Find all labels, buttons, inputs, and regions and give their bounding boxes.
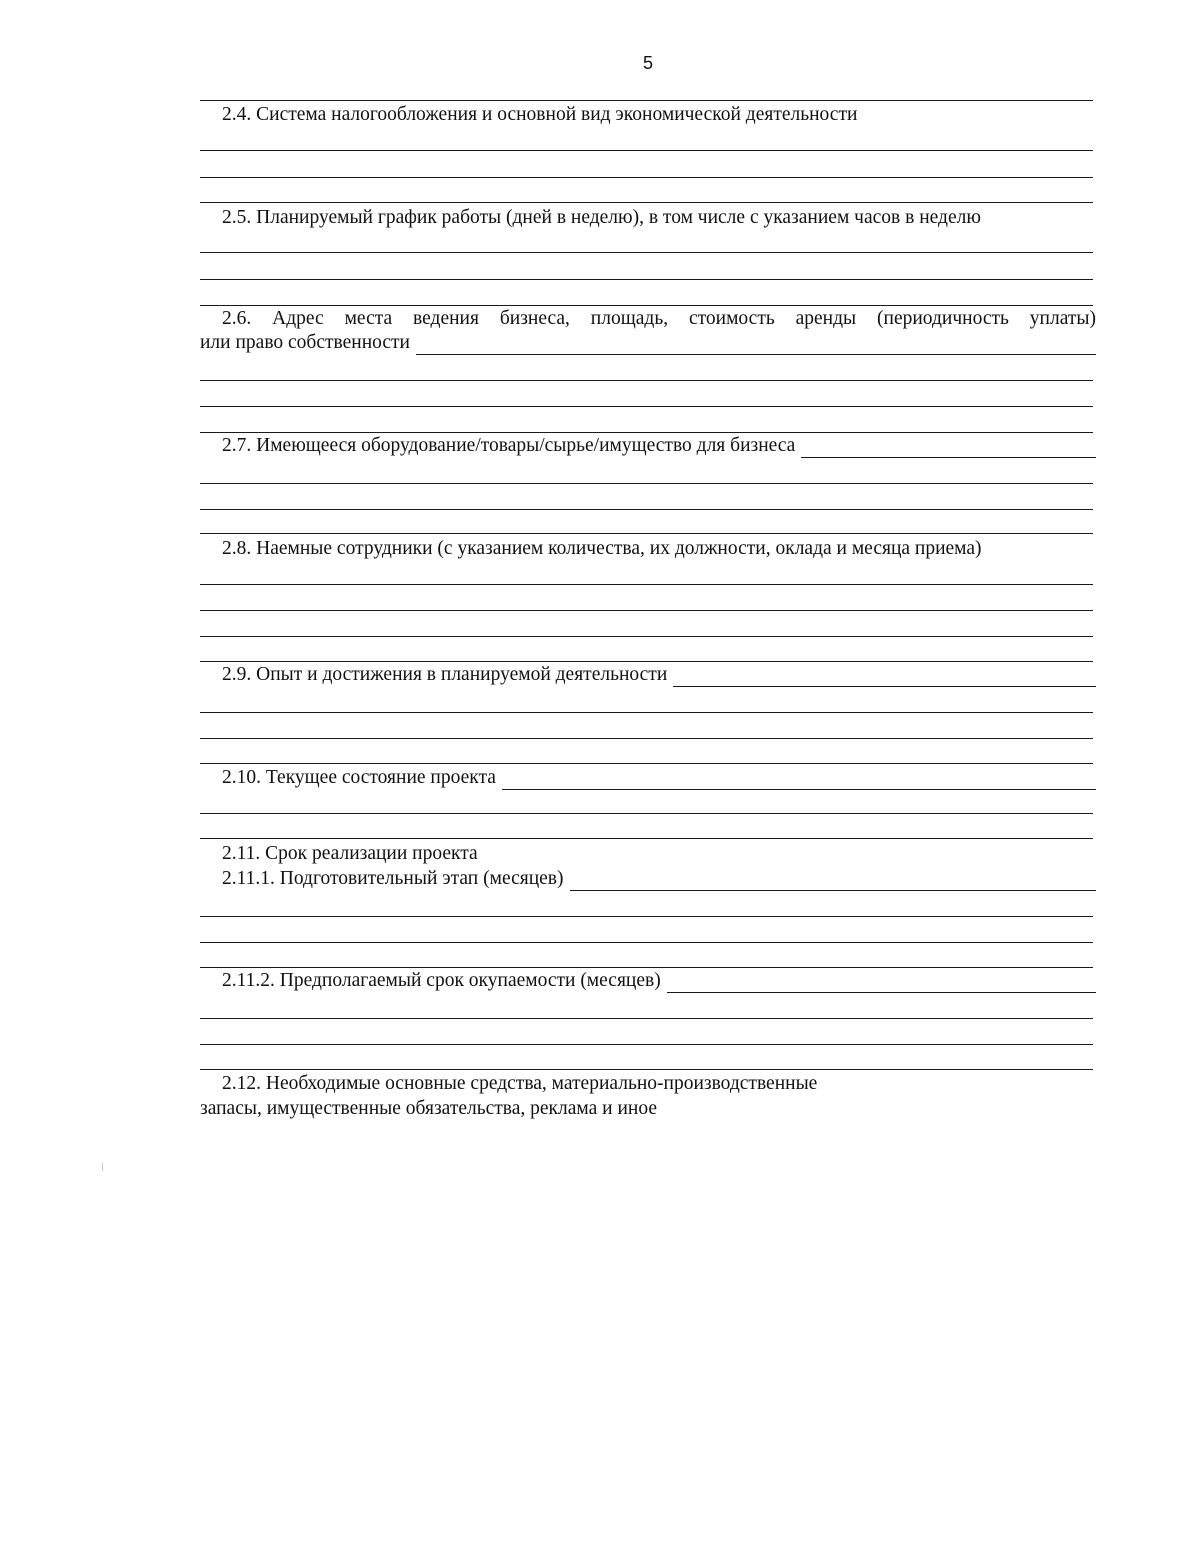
section-2-9-row <box>200 663 1096 687</box>
answer-line[interactable] <box>200 1044 1093 1045</box>
answer-line[interactable] <box>502 771 1096 790</box>
answer-line[interactable] <box>667 974 1096 993</box>
answer-line[interactable] <box>200 150 1093 151</box>
answer-line[interactable] <box>200 813 1093 814</box>
answer-line[interactable] <box>200 1018 1093 1019</box>
section-2-6-continuation <box>200 331 1096 355</box>
section-2-11-2-row <box>200 969 1096 993</box>
rule-line <box>200 533 1093 534</box>
scan-mark <box>102 1163 103 1171</box>
section-2-6-heading: 2.6. Адрес места ведения бизнеса, площадь, стоимость аренды (периодичность уплаты) <box>222 308 1096 329</box>
rule-line <box>200 967 1093 968</box>
answer-line[interactable] <box>801 439 1096 458</box>
section-2-8-heading: 2.8. Наемные сотрудники (с указанием количества, их должности, оклада и месяца приема) <box>222 538 982 559</box>
answer-line[interactable] <box>200 177 1093 178</box>
section-2-5-heading: 2.5. Планируемый график работы (дней в неделю), в том числе с указанием часов в неделю <box>222 207 981 228</box>
rule-line <box>200 661 1093 662</box>
rule-line <box>200 1069 1093 1070</box>
answer-line[interactable] <box>570 872 1096 891</box>
answer-line[interactable] <box>673 668 1096 687</box>
answer-line[interactable] <box>200 483 1093 484</box>
answer-line[interactable] <box>200 636 1093 637</box>
answer-line[interactable] <box>200 380 1093 381</box>
section-2-4-heading: 2.4. Система налогообложения и основной вид экономической деятельности <box>222 104 858 125</box>
rule-line <box>200 432 1093 433</box>
rule-line <box>200 763 1093 764</box>
section-2-7-row <box>200 434 1096 458</box>
section-2-11-1-heading: 2.11.1. Подготовительный этап (месяцев) <box>222 868 564 889</box>
answer-line[interactable] <box>200 738 1093 739</box>
rule-line <box>200 305 1093 306</box>
section-2-11-1-row <box>200 867 1096 891</box>
answer-line[interactable] <box>200 610 1093 611</box>
answer-line[interactable] <box>200 252 1093 253</box>
page-number: 5 <box>642 53 653 73</box>
section-2-12-heading: 2.12. Необходимые основные средства, материально-производственные <box>222 1073 818 1094</box>
section-2-10-heading: 2.10. Текущее состояние проекта <box>222 767 496 788</box>
answer-line[interactable] <box>200 406 1093 407</box>
section-2-6-label: или право собственности <box>200 332 410 353</box>
answer-line[interactable] <box>200 509 1093 510</box>
section-2-9-heading: 2.9. Опыт и достижения в планируемой деятельности <box>222 664 668 685</box>
answer-line[interactable] <box>200 916 1093 917</box>
section-2-12-continuation: запасы, имущественные обязательства, реклама и иное <box>200 1098 657 1119</box>
answer-line[interactable] <box>200 279 1093 280</box>
rule-line <box>200 838 1093 839</box>
section-2-7-heading: 2.7. Имеющееся оборудование/товары/сырье/имущество для бизнеса <box>222 435 796 456</box>
rule-line <box>200 202 1093 203</box>
section-2-11-heading: 2.11. Срок реализации проекта <box>222 843 478 864</box>
answer-line[interactable] <box>200 712 1093 713</box>
answer-line[interactable] <box>200 584 1093 585</box>
answer-line[interactable] <box>416 336 1096 355</box>
answer-line[interactable] <box>200 942 1093 943</box>
section-2-10-row <box>200 766 1096 790</box>
section-2-11-2-heading: 2.11.2. Предполагаемый срок окупаемости (месяцев) <box>222 970 661 991</box>
rule-line <box>200 100 1093 101</box>
